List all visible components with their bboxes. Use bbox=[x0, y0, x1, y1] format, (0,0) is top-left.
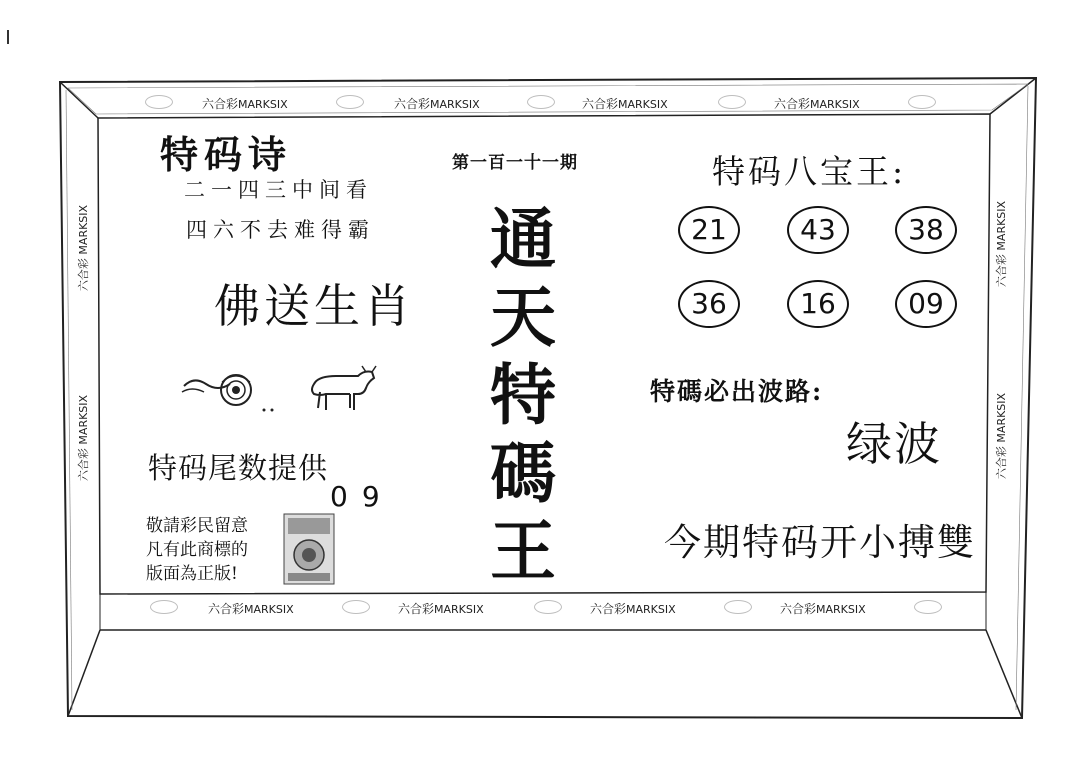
watermark-left-1: 六合彩 MARKSIX bbox=[77, 204, 91, 292]
ox-icon bbox=[306, 362, 378, 414]
poem-line-2: 四六不去难得霸 bbox=[186, 218, 375, 242]
number-ball: 36 bbox=[678, 280, 740, 328]
watermark-oval bbox=[724, 600, 752, 614]
number-ball: 16 bbox=[787, 280, 849, 328]
snake-icon bbox=[178, 366, 278, 416]
poem-line-1: 二一四三中间看 bbox=[184, 178, 373, 202]
watermark-bottom-1: 六合彩MARKSIX bbox=[208, 602, 294, 616]
center-char-2: 天 bbox=[490, 278, 556, 356]
notice-text bbox=[146, 514, 286, 586]
wave-label: 特碼必出波路: bbox=[650, 377, 824, 406]
center-char-4: 碼 bbox=[490, 434, 556, 512]
watermark-right-1: 六合彩 MARKSIX bbox=[995, 200, 1009, 288]
watermark-oval bbox=[908, 95, 936, 109]
notice-line-3: 版面為正版! bbox=[146, 564, 238, 584]
tail-number: 09 bbox=[330, 480, 394, 513]
notice-line-2: 凡有此商標的 bbox=[146, 540, 248, 560]
number-ball: 09 bbox=[895, 280, 957, 328]
watermark-left-2: 六合彩 MARKSIX bbox=[77, 394, 91, 482]
watermark-oval bbox=[534, 600, 562, 614]
watermark-top-1: 六合彩MARKSIX bbox=[202, 97, 288, 111]
watermark-bottom-2: 六合彩MARKSIX bbox=[398, 602, 484, 616]
watermark-oval bbox=[145, 95, 173, 109]
center-char-5: 王 bbox=[490, 512, 556, 590]
bao-title: 特码八宝王: bbox=[712, 152, 907, 191]
watermark-right-2: 六合彩 MARKSIX bbox=[995, 392, 1009, 480]
watermark-oval bbox=[718, 95, 746, 109]
stamp-icon bbox=[283, 513, 335, 585]
issue-number: 第一百一十一期 bbox=[452, 153, 578, 173]
watermark-oval bbox=[336, 95, 364, 109]
watermark-bottom-4: 六合彩MARKSIX bbox=[780, 602, 866, 616]
watermark-oval bbox=[527, 95, 555, 109]
center-char-1: 通 bbox=[490, 200, 556, 278]
watermark-bottom-3: 六合彩MARKSIX bbox=[590, 602, 676, 616]
poem-title: 特码诗 bbox=[160, 132, 293, 177]
watermark-oval bbox=[342, 600, 370, 614]
center-char-3: 特 bbox=[490, 356, 556, 434]
watermark-oval bbox=[914, 600, 942, 614]
number-ball: 43 bbox=[787, 206, 849, 254]
watermark-top-3: 六合彩MARKSIX bbox=[582, 97, 668, 111]
number-ball: 38 bbox=[895, 206, 957, 254]
tail-label: 特码尾数提供 bbox=[148, 451, 329, 485]
zodiac-title: 佛送生肖 bbox=[214, 279, 414, 333]
notice-line-1: 敬請彩民留意 bbox=[146, 516, 248, 536]
center-title bbox=[478, 200, 568, 590]
watermark-oval bbox=[150, 600, 178, 614]
watermark-top-2: 六合彩MARKSIX bbox=[394, 97, 480, 111]
wave-value: 绿波 bbox=[846, 417, 942, 471]
forecast-text: 今期特码开小搏雙 bbox=[664, 521, 976, 564]
number-ball: 21 bbox=[678, 206, 740, 254]
watermark-top-4: 六合彩MARKSIX bbox=[774, 97, 860, 111]
